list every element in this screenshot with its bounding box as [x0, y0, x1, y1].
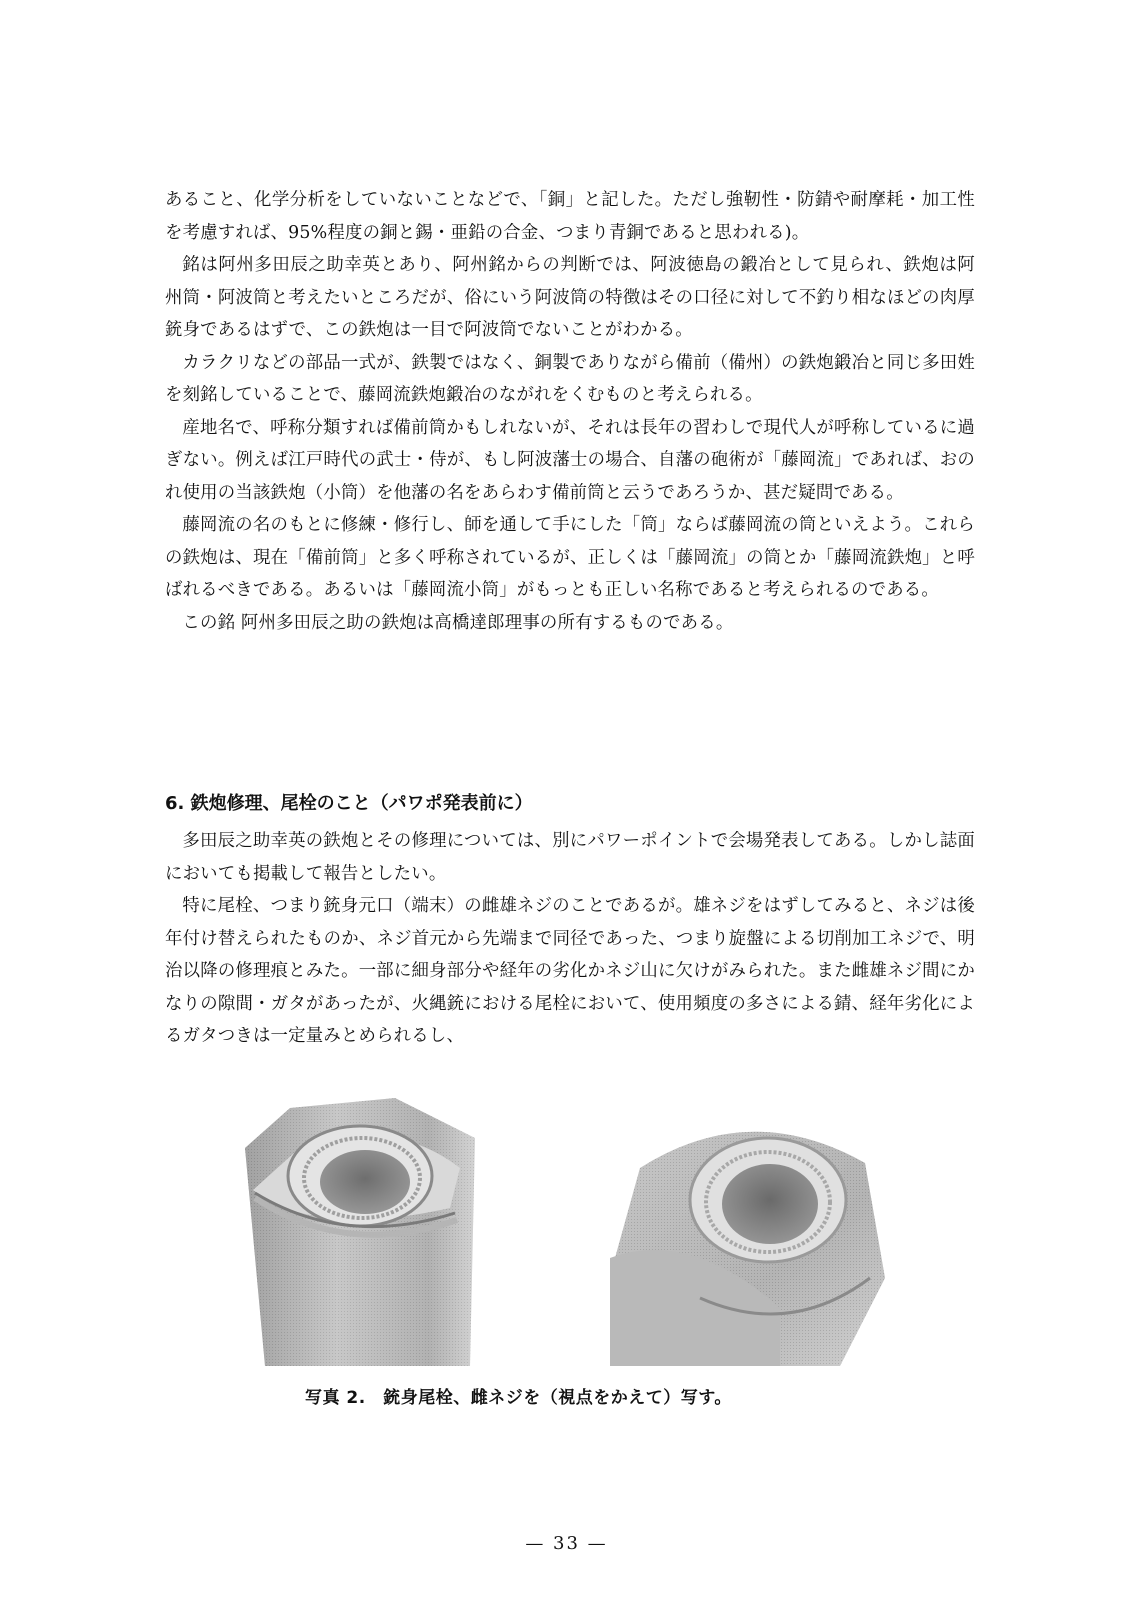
- paragraph-karakuri: カラクリなどの部品一式が、鉄製ではなく、銅製でありながら備前（備州）の鉄炮鍛冶と同じ多田姓を刻銘していることで、藤岡流鉄炮鍛冶のながれをくむものと考えられる。: [165, 352, 975, 405]
- paragraph-continuation: あること、化学分析をしていないことなどで、「銅」と記した。ただし強靭性・防錆や耐摩耗・加工性を考慮すれば、95%程度の銅と錫・亜鉛の合金、つまり青銅であると思われる)。: [165, 190, 975, 243]
- paragraph-screw-detail: 特に尾栓、つまり銃身元口（端末）の雌雄ネジのことであるが。雄ネジをはずしてみると、ネジは後年付け替えられたものか、ネジ首元から先端まで同径であった、つまり旋盤による切削加工ネジで、明治以降の修理痕とみた。一部に細身部分や経年の劣化かネジ山に欠けがみられた。また雌雄ネジ間にかなりの隙間・ガタがあったが、火縄銃における尾栓において、使用頻度の多さによる錆、経年劣化によるガタつきは一定量みとめられるし、: [165, 896, 975, 1046]
- body-text-block: [165, 184, 975, 639]
- paragraph-repair-intro: 多田辰之助幸英の鉄炮とその修理については、別にパワーポイントで会場発表してある。しかし誌面においても掲載して報告としたい。: [165, 831, 975, 884]
- paragraph-owner: この銘 阿州多田辰之助の鉄炮は高橋達郎理事の所有するものである。: [182, 612, 734, 633]
- photo-breech-left: [245, 1098, 537, 1366]
- page-number: — 33 —: [525, 1533, 608, 1554]
- paragraph-naming: 産地名で、呼称分類すれば備前筒かもしれないが、それは長年の習わしで現代人が呼称しているに過ぎない。例えば江戸時代の武士・侍が、もし阿波藩士の場合、自藩の砲術が「藤岡流」であれば、おのれ使用の当該鉄炮（小筒）を他藩の名をあらわす備前筒と云うであろうか、甚だ疑問である。: [165, 417, 975, 503]
- photo-breech-right: [610, 1108, 900, 1366]
- paragraph-inscription: 銘は阿州多田辰之助幸英とあり、阿州銘からの判断では、阿波徳島の鍛冶として見られ、鉄炮は阿州筒・阿波筒と考えたいところだが、俗にいう阿波筒の特徴はその口径に対して不釣り相なほどの肉厚銃身であるはずで、この鉄炮は一目で阿波筒でないことがわかる。: [165, 255, 975, 340]
- section-text-block: [165, 825, 975, 1053]
- figure-caption: 写真 2. 銃身尾栓、雌ネジを（視点をかえて）写す。: [305, 1388, 732, 1408]
- section-heading: 6. 鉄炮修理、尾栓のこと（パワポ発表前に）: [165, 793, 533, 814]
- paragraph-fujioka: 藤岡流の名のもとに修練・修行し、師を通して手にした「筒」ならば藤岡流の筒といえよう。これらの鉄炮は、現在「備前筒」と多く呼称されているが、正しくは「藤岡流」の筒とか「藤岡流鉄炮」と呼ばれるべきである。あるいは「藤岡流小筒」がもっとも正しい名称であると考えられるのである。: [165, 515, 975, 600]
